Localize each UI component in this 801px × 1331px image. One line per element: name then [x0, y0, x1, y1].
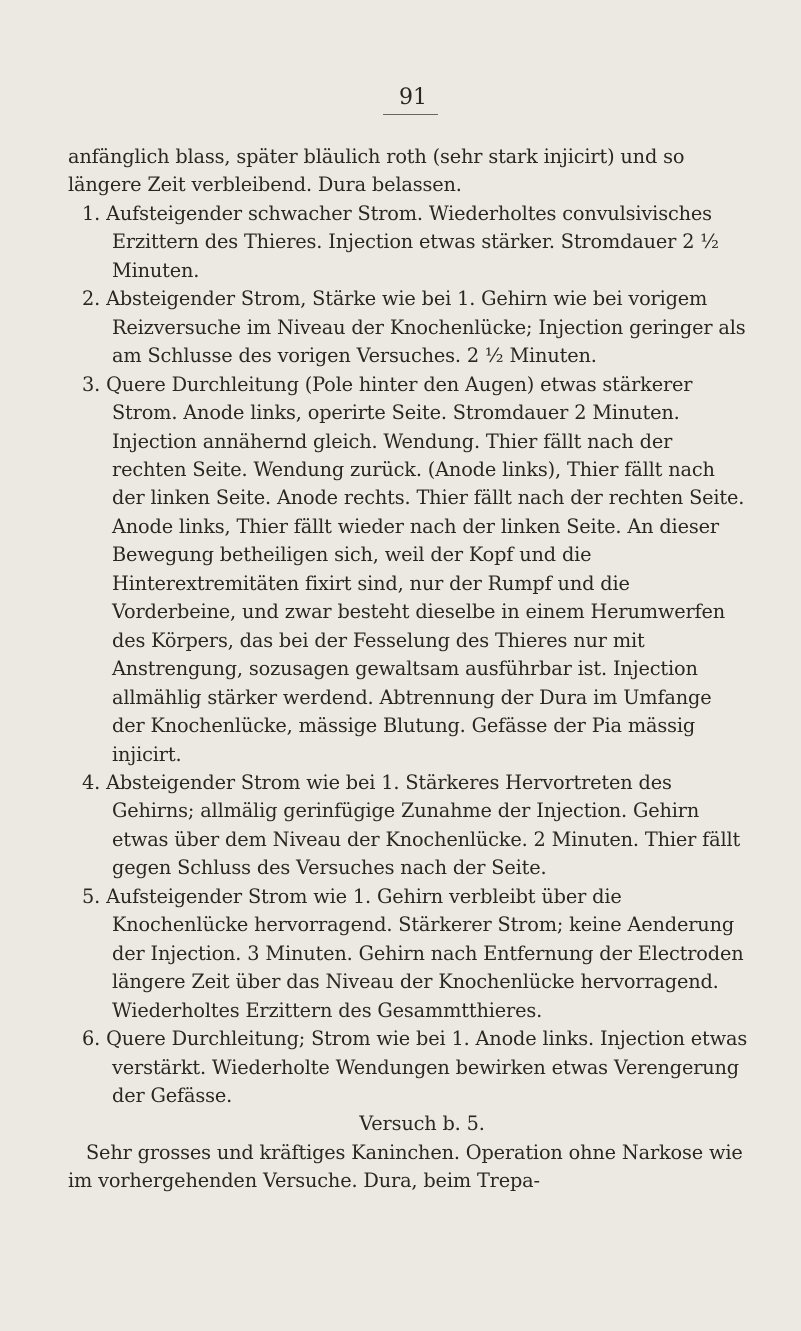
item-number: 2. — [82, 287, 101, 311]
intro-paragraph: anfänglich blass, später bläulich roth (sehr stark injicirt) und so längere Zeit verbleibend. Dura belassen. — [68, 145, 685, 197]
item-text: Aufsteigender Strom wie 1. Gehirn verbleibt über die Knochenlücke hervorragend. Stärkerer Strom; keine Aenderung der Injection. 3 Minuten. Gehirn nach Entfernung der Electroden längere Zeit über das Niveau der Knochenlücke hervorragend. Wiederholtes Erzittern des Gesammtthieres. — [106, 884, 744, 1022]
item-number: 4. — [82, 770, 101, 794]
item-text: Quere Durchleitung; Strom wie bei 1. Anode links. Injection etwas verstärkt. Wiederholte Wendungen bewirken etwas Verengerung der Gefässe. — [106, 1027, 748, 1107]
section-heading: Versuch b. 5. — [359, 1112, 485, 1136]
item-text: Quere Durchleitung (Pole hinter den Augen) etwas stärkerer Strom. Anode links, operirte Seite. Stromdauer 2 Minuten. Injection annähernd gleich. Wendung. Thier fällt nach der rechten Seite. Wendung zurück. (Anode links), Thier fällt nach der linken Seite. Anode rechts. Thier fällt nach der rechten Seite. Anode links, Thier fällt wieder nach der linken Seite. An dieser Bewegung betheiligen sich, weil der Kopf und die Hinterextremitäten fixirt sind, nur der Rumpf und die Vorderbeine, und zwar besteht dieselbe in einem Herumwerfen des Körpers, das bei der Fesselung des Thieres nur mit Anstrengung, sozusagen gewaltsam ausführbar ist. Injection allmählig stärker werdend. Abtrennung der Dura im Umfange der Knochenlücke, mässige Blutung. Gefässe der Pia mässig injicirt. — [106, 372, 745, 766]
page-number-rule — [383, 114, 438, 115]
page-number: 91 — [399, 85, 427, 110]
item-text: Absteigender Strom, Stärke wie bei 1. Gehirn wie bei vorigem Reizversuche im Niveau der Knochenlücke; Injection geringer als am Schlusse des vorigen Versuches. 2 ½ Minuten. — [106, 287, 746, 368]
body-text — [68, 143, 748, 1196]
list-item — [68, 883, 748, 1025]
list-item — [68, 769, 748, 883]
item-number: 3. — [82, 372, 101, 396]
list-item — [68, 371, 748, 769]
item-text: Absteigender Strom wie bei 1. Stärkeres Hervortreten des Gehirns; allmälig gerinfügige Zunahme der Injection. Gehirn etwas über dem Niveau der Knochenlücke. 2 Minuten. Thier fällt gegen Schluss des Versuches nach der Seite. — [106, 770, 741, 880]
final-paragraph: Sehr grosses und kräftiges Kaninchen. Operation ohne Narkose wie im vorhergehenden Versuche. Dura, beim Trepa- — [68, 1140, 743, 1193]
item-text: Aufsteigender schwacher Strom. Wiederholtes convulsivisches Erzittern des Thieres. Injection etwas stärker. Stromdauer 2 ½ Minuten. — [106, 201, 719, 282]
list-item — [68, 285, 748, 370]
list-item — [68, 200, 748, 285]
item-number: 5. — [82, 884, 101, 908]
item-number: 6. — [82, 1027, 101, 1051]
item-number: 1. — [82, 201, 101, 225]
list-item — [68, 1025, 748, 1110]
